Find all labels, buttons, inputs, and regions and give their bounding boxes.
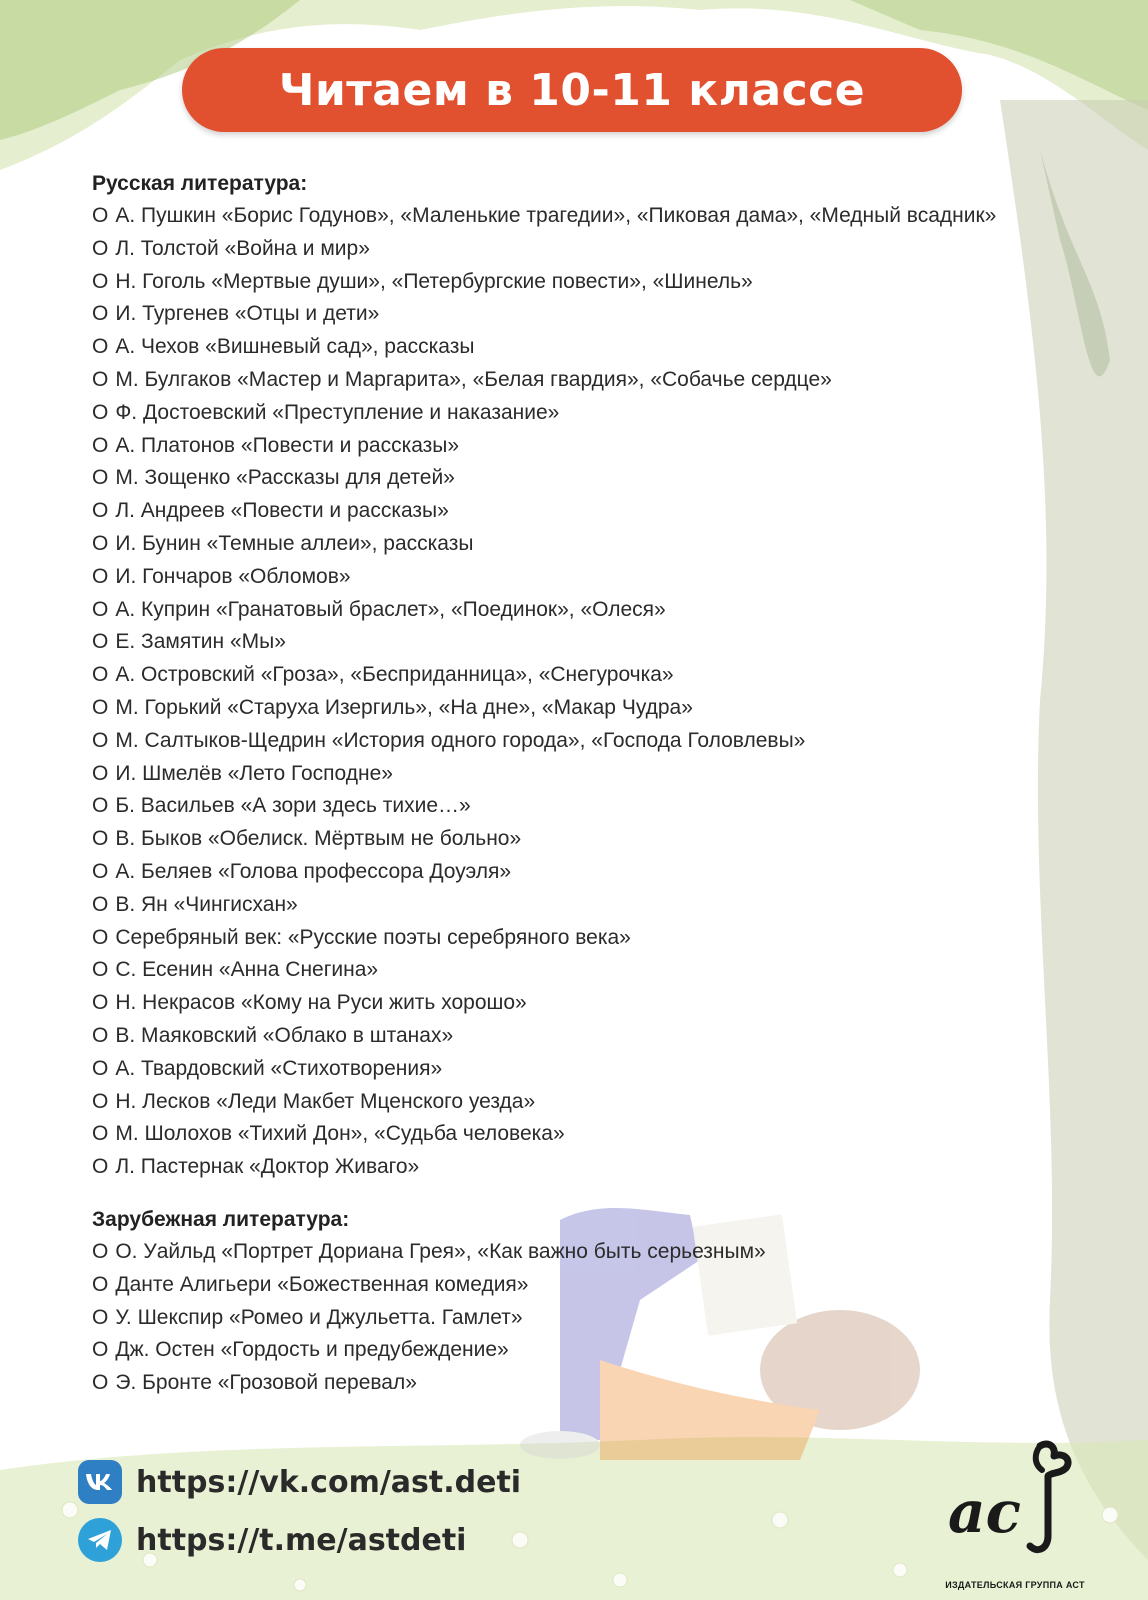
- russian-book-item: [92, 1053, 1012, 1086]
- book-title: Л. Пастернак «Доктор Живаго»: [115, 1155, 420, 1179]
- foreign-book-item: [92, 1302, 1012, 1335]
- foreign-book-item: [92, 1334, 1012, 1367]
- russian-book-item: [92, 725, 1012, 758]
- bullet-icon: О: [92, 794, 109, 818]
- russian-book-list: [92, 200, 1012, 1184]
- bullet-icon: О: [92, 499, 109, 523]
- bullet-icon: О: [92, 269, 109, 293]
- bullet-icon: О: [92, 991, 109, 1015]
- foreign-book-list: [92, 1236, 1012, 1400]
- bullet-icon: О: [92, 925, 109, 949]
- book-title: Н. Лесков «Леди Макбет Мценского уезда»: [115, 1089, 536, 1113]
- book-title: Ф. Достоевский «Преступление и наказание»: [115, 400, 560, 424]
- social-links: [78, 1456, 521, 1572]
- russian-book-item: [92, 364, 1012, 397]
- russian-book-item: [92, 758, 1012, 791]
- bullet-icon: О: [92, 466, 109, 490]
- publisher-caption: ИЗДАТЕЛЬСКАЯ ГРУППА АСТ: [945, 1580, 1085, 1590]
- telegram-link-row[interactable]: [78, 1514, 521, 1566]
- bullet-icon: О: [92, 302, 109, 326]
- bullet-icon: О: [92, 1239, 109, 1263]
- russian-book-item: [92, 430, 1012, 463]
- russian-book-item: [92, 397, 1012, 430]
- bullet-icon: О: [92, 1056, 109, 1080]
- russian-literature-heading: Русская литература:: [92, 172, 308, 195]
- ast-logo: [930, 1436, 1100, 1596]
- book-title: А. Пушкин «Борис Годунов», «Маленькие трагедии», «Пиковая дама», «Медный всадник»: [115, 204, 997, 227]
- foreign-literature-heading: Зарубежная литература:: [92, 1207, 350, 1231]
- book-title: Э. Бронте «Грозовой перевал»: [115, 1371, 417, 1395]
- book-title: А. Островский «Гроза», «Бесприданница», «Снегурочка»: [115, 663, 674, 687]
- bullet-icon: О: [92, 1338, 109, 1362]
- book-title: В. Маяковский «Облако в штанах»: [115, 1023, 454, 1047]
- reading-list-content: [92, 168, 1012, 1400]
- russian-book-item: [92, 561, 1012, 594]
- bullet-icon: О: [92, 204, 109, 227]
- bullet-icon: О: [92, 859, 109, 883]
- foreign-book-item: [92, 1236, 1012, 1269]
- bullet-icon: О: [92, 1272, 109, 1296]
- russian-book-item: [92, 298, 1012, 331]
- russian-book-item: [92, 1151, 1012, 1184]
- bullet-icon: О: [92, 1023, 109, 1047]
- russian-book-item: [92, 954, 1012, 987]
- bullet-icon: О: [92, 1122, 109, 1146]
- vk-icon: [78, 1460, 122, 1504]
- book-title: Данте Алигьери «Божественная комедия»: [115, 1272, 529, 1296]
- bullet-icon: О: [92, 531, 109, 555]
- bullet-icon: О: [92, 400, 109, 424]
- russian-book-item: [92, 1086, 1012, 1119]
- book-title: А. Беляев «Голова профессора Доуэля»: [115, 859, 512, 883]
- russian-book-item: [92, 1118, 1012, 1151]
- bullet-icon: О: [92, 564, 109, 588]
- bullet-icon: О: [92, 663, 109, 687]
- book-title: В. Ян «Чингисхан»: [115, 892, 298, 916]
- vk-link-row[interactable]: [78, 1456, 521, 1508]
- russian-book-item: [92, 495, 1012, 528]
- bullet-icon: О: [92, 958, 109, 982]
- foreign-book-item: [92, 1269, 1012, 1302]
- bullet-icon: О: [92, 367, 109, 391]
- bullet-icon: О: [92, 433, 109, 457]
- book-title: М. Шолохов «Тихий Дон», «Судьба человека»: [115, 1122, 565, 1146]
- tree-trunk: [1000, 100, 1148, 1560]
- book-title: А. Чехов «Вишневый сад», рассказы: [115, 335, 475, 359]
- book-title: М. Булгаков «Мастер и Маргарита», «Белая гвардия», «Собачье сердце»: [115, 367, 832, 391]
- book-title: С. Есенин «Анна Снегина»: [115, 958, 379, 982]
- book-title: А. Куприн «Гранатовый браслет», «Поединок», «Олеся»: [115, 597, 666, 621]
- book-title: У. Шекспир «Ромео и Джульетта. Гамлет»: [115, 1305, 523, 1329]
- telegram-icon: [78, 1518, 122, 1562]
- book-title: И. Тургенев «Отцы и дети»: [115, 302, 380, 326]
- russian-book-item: [92, 462, 1012, 495]
- ast-logo-letters: ac: [948, 1478, 1021, 1546]
- book-title: Л. Андреев «Повести и рассказы»: [115, 499, 449, 523]
- russian-book-item: [92, 922, 1012, 955]
- bullet-icon: О: [92, 1371, 109, 1395]
- book-title: А. Твардовский «Стихотворения»: [115, 1056, 443, 1080]
- book-title: А. Платонов «Повести и рассказы»: [115, 433, 460, 457]
- bullet-icon: О: [92, 1089, 109, 1113]
- russian-book-item: [92, 692, 1012, 725]
- book-title: И. Гончаров «Обломов»: [115, 564, 351, 588]
- book-title: О. Уайльд «Портрет Дориана Грея», «Как важно быть серьезным»: [115, 1239, 766, 1263]
- russian-book-item: [92, 1020, 1012, 1053]
- bullet-icon: О: [92, 236, 109, 260]
- russian-book-item: [92, 889, 1012, 922]
- page-title: Читаем в 10-11 классе: [278, 64, 866, 116]
- russian-book-item: [92, 266, 1012, 299]
- russian-book-item: [92, 233, 1012, 266]
- russian-book-item: [92, 626, 1012, 659]
- russian-book-item: [92, 659, 1012, 692]
- book-title: Н. Гоголь «Мертвые души», «Петербургские повести», «Шинель»: [115, 269, 753, 293]
- bullet-icon: О: [92, 1305, 109, 1329]
- book-title: Л. Толстой «Война и мир»: [115, 236, 370, 260]
- russian-book-item: [92, 331, 1012, 364]
- bullet-icon: О: [92, 597, 109, 621]
- book-title: Е. Замятин «Мы»: [115, 630, 286, 654]
- book-title: Дж. Остен «Гордость и предубеждение»: [115, 1338, 509, 1362]
- book-title: И. Шмелёв «Лето Господне»: [115, 761, 393, 785]
- book-title: М. Горький «Старуха Изергиль», «На дне», «Макар Чудра»: [115, 695, 693, 719]
- bullet-icon: О: [92, 892, 109, 916]
- bullet-icon: О: [92, 335, 109, 359]
- russian-book-item: [92, 528, 1012, 561]
- russian-book-item: [92, 594, 1012, 627]
- bullet-icon: О: [92, 761, 109, 785]
- book-title: Н. Некрасов «Кому на Руси жить хорошо»: [115, 991, 527, 1015]
- bullet-icon: О: [92, 630, 109, 654]
- book-title: Б. Васильев «А зори здесь тихие…»: [115, 794, 471, 818]
- ast-logo-mark: [930, 1436, 1100, 1566]
- russian-book-item: [92, 200, 1012, 233]
- telegram-link[interactable]: https://t.me/astdeti: [136, 1522, 467, 1558]
- russian-book-item: [92, 823, 1012, 856]
- russian-book-item: [92, 856, 1012, 889]
- title-banner: [182, 48, 962, 132]
- foreign-book-item: [92, 1367, 1012, 1400]
- book-title: Серебряный век: «Русские поэты серебряного века»: [115, 925, 631, 949]
- book-title: М. Салтыков-Щедрин «История одного города», «Господа Головлевы»: [115, 728, 806, 752]
- bullet-icon: О: [92, 1155, 109, 1179]
- bullet-icon: О: [92, 695, 109, 719]
- bullet-icon: О: [92, 728, 109, 752]
- vk-link[interactable]: https://vk.com/ast.deti: [136, 1464, 522, 1500]
- book-title: М. Зощенко «Рассказы для детей»: [115, 466, 455, 490]
- bullet-icon: О: [92, 827, 109, 851]
- book-title: И. Бунин «Темные аллеи», рассказы: [115, 531, 474, 555]
- book-title: В. Быков «Обелиск. Мёртвым не больно»: [115, 827, 522, 851]
- russian-book-item: [92, 790, 1012, 823]
- russian-book-item: [92, 987, 1012, 1020]
